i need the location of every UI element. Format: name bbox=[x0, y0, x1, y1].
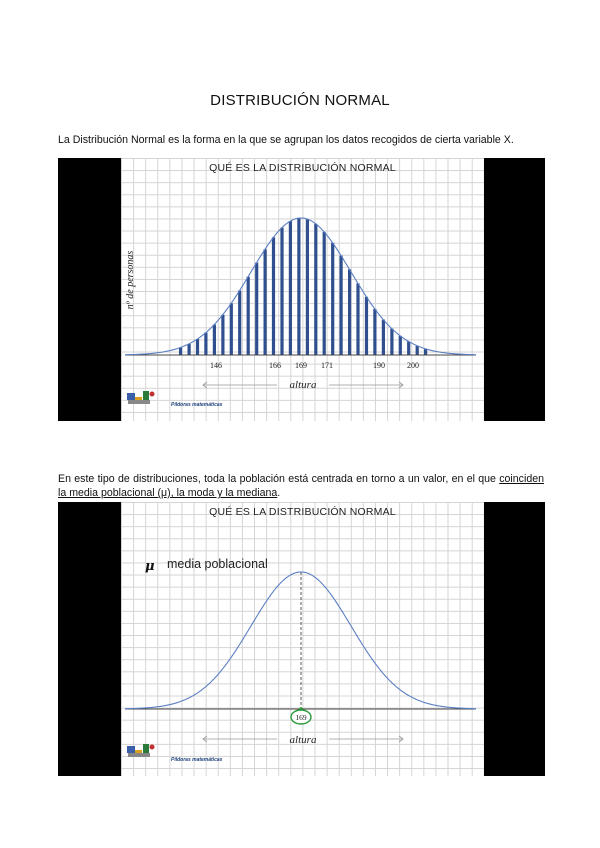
slide-1-chart bbox=[121, 158, 484, 421]
logo-icon bbox=[127, 391, 155, 404]
x-axis-label: altura bbox=[289, 734, 317, 746]
histogram-bar bbox=[221, 315, 224, 355]
normal-curve bbox=[125, 572, 476, 709]
explanation-paragraph bbox=[58, 472, 544, 500]
brand-label: Píldoras matemáticas bbox=[171, 402, 223, 408]
histogram-bar bbox=[188, 344, 191, 355]
y-axis-label: nº de personas bbox=[125, 250, 136, 310]
histogram-bar bbox=[416, 346, 419, 355]
histogram-bar bbox=[365, 297, 368, 355]
histogram-bar bbox=[272, 237, 275, 355]
page-title: DISTRIBUCIÓN NORMAL bbox=[210, 92, 390, 109]
histogram-bar bbox=[255, 263, 258, 355]
tick-label: 200 bbox=[407, 361, 419, 370]
histogram-bar bbox=[390, 329, 393, 355]
explanation-underlined: coinciden la media poblacional (μ), la moda y la mediana bbox=[58, 473, 544, 499]
mu-symbol: μ bbox=[145, 559, 155, 574]
histogram-bar bbox=[399, 336, 402, 355]
explanation-end: . bbox=[277, 487, 281, 499]
histogram-bar bbox=[213, 325, 216, 356]
slide-2-chart bbox=[121, 502, 484, 776]
slide-2 bbox=[58, 502, 545, 776]
histogram-bar bbox=[280, 228, 283, 355]
tick-label: 171 bbox=[321, 361, 333, 370]
tick-label: 190 bbox=[373, 361, 385, 370]
histogram-bar bbox=[356, 283, 359, 355]
explanation-text: En este tipo de distribuciones, toda la población está centrada en torno a un valor, en el que bbox=[58, 473, 500, 485]
center-value: 169 bbox=[295, 713, 307, 722]
slide-1-canvas bbox=[121, 158, 484, 421]
slide-2-title: QUÉ ES LA DISTRIBUCIÓN NORMAL bbox=[209, 506, 396, 518]
slide-2-canvas bbox=[121, 502, 484, 776]
histogram-bar bbox=[348, 269, 351, 355]
histogram-bar bbox=[238, 291, 241, 356]
histogram-bar bbox=[196, 339, 199, 355]
brand-label: Píldoras matemáticas bbox=[171, 757, 223, 763]
histogram-bar bbox=[204, 333, 207, 355]
histogram-bar bbox=[331, 243, 334, 355]
histogram-bar bbox=[407, 342, 410, 356]
histogram-bar bbox=[382, 320, 385, 355]
tick-label: 169 bbox=[295, 361, 307, 370]
histogram-bar bbox=[289, 221, 292, 355]
histogram-bar bbox=[247, 277, 250, 355]
slide-1 bbox=[58, 158, 545, 421]
histogram-bar bbox=[323, 232, 326, 355]
tick-label: 166 bbox=[269, 361, 281, 370]
tick-labels bbox=[210, 361, 419, 370]
histogram-bar bbox=[264, 249, 267, 355]
histogram-bar bbox=[314, 224, 317, 355]
histogram-bar bbox=[306, 219, 309, 355]
intro-paragraph: La Distribución Normal es la forma en la que se agrupan los datos recogidos de cierta variable X. bbox=[58, 134, 514, 146]
x-axis-label: altura bbox=[289, 379, 317, 391]
histogram-bar bbox=[340, 256, 343, 355]
histogram-bar bbox=[373, 309, 376, 355]
histogram-bar bbox=[230, 303, 233, 355]
slide-1-title: QUÉ ES LA DISTRIBUCIÓN NORMAL bbox=[209, 162, 396, 174]
logo-icon bbox=[127, 744, 155, 757]
tick-label: 146 bbox=[210, 361, 222, 370]
mu-label: media poblacional bbox=[167, 557, 268, 571]
histogram-bar bbox=[179, 348, 182, 356]
histogram-bars bbox=[179, 218, 427, 355]
histogram-bar bbox=[297, 218, 300, 355]
